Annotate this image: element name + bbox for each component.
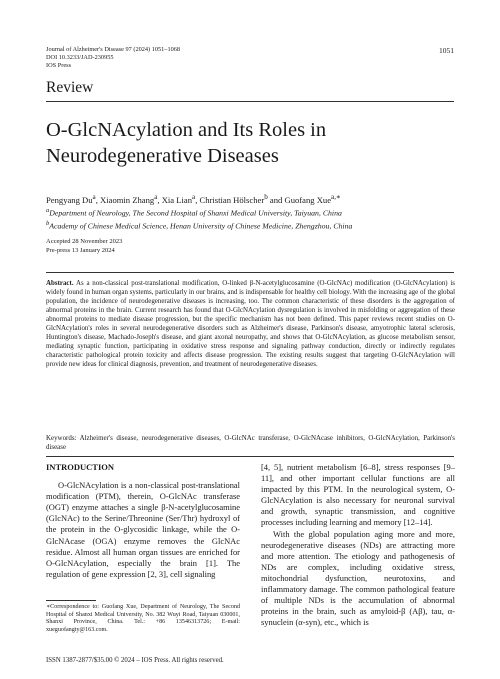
section-label: Review xyxy=(46,79,94,96)
journal-citation: Journal of Alzheimer's Disease 97 (2024) 1051–1068 xyxy=(46,46,181,53)
intro-paragraph: With the global population aging more and more, neurodegenerative diseases (NDs) are attracting more and more attention. The etiology and pathogenesis of NDs are complex, including oxidative stress, mitochondrial dysfunction, neurotoxins, and inflammatory damage. The common pathological feature of multiple NDs is the accumulation of abnormal proteins in the brain, such as amyloid-β (Aβ), tau, α-synuclein (α-syn), etc., which is xyxy=(261,528,455,628)
affiliation: $^a$Department of Neurology, The Second Hospital of Shanxi Medical University, Taiyuan, China xyxy=(46,206,342,218)
page-number: 1051 xyxy=(439,46,454,55)
abstract-rule-top xyxy=(46,272,454,273)
author: Xia Lian$^a$, xyxy=(161,193,200,205)
abstract-text: As a non-classical post-translational modification, O-linked β-N-acetylglucosamine (O-GlcNAc) modification (O-GlcNAcylation) is widely found in human organ systems, particularly in our brains, and is indispensable for healthy cell biology. With the increasing age of the global population, the incidence of neurodegenerative diseases is increasing, too. The common characteristic of these disorders is the aggregation of abnormal proteins in the brain. Current research has found that O-GlcNAcylation dysregulation is involved in misfolding or aggregation of these abnormal proteins to mediate disease progression, but the specific mechanism has not been defined. This paper reviews recent studies on O-GlcNAcylation's roles in several neurodegenerative disorders such as Alzheimer's disease, Parkinson's disease, amyotrophic lateral sclerosis, Huntington's disease, Machado-Joseph's disease, and giant axonal neuropathy, and shows that O-GlcNAcylation, as glucose metabolism sensor, mediating synaptic function, participating in oxidative stress response and signaling pathway conduction, directly or indirectly regulates characteristic pathological protein toxicity and affects disease progression. The existing results suggest that targeting O-GlcNAcylation will provide new ideas for clinical diagnosis, prevention, and treatment of neurodegenerative diseases. xyxy=(46,279,456,368)
copyright-footer: ISSN 1387-2877/$35.00 © 2024 – IOS Press. All rights reserved. xyxy=(46,657,224,664)
author: Guofang Xue$^{a,∗}$ xyxy=(284,193,341,205)
keywords xyxy=(46,434,455,452)
preprint-date: Pre-press 13 January 2024 xyxy=(46,246,115,254)
doi: DOI 10.3233/JAD-230955 xyxy=(46,54,114,61)
author-block xyxy=(46,192,466,232)
footnote-rule xyxy=(46,600,96,601)
abstract xyxy=(46,279,455,369)
author: Pengyang Du$^a$, xyxy=(46,193,101,205)
author: Xiaomin Zhang$^a$, xyxy=(100,193,162,205)
article-title: O-GlcNAcylation and Its Roles in Neurodegenerative Diseases xyxy=(46,119,327,167)
intro-right-column xyxy=(261,462,455,628)
accepted-date: Accepted 28 November 2023 xyxy=(46,238,123,245)
abstract-label: Abstract. xyxy=(46,279,74,287)
author: Christian Hölscher$^b$ and xyxy=(199,193,285,205)
intro-heading: INTRODUCTION xyxy=(46,462,115,472)
intro-paragraph: [4, 5], nutrient metabolism [6–8], stress responses [9–11], and other important cellular functions are all impacted by this PTM. In the neurological system, O-GlcNAcylation is also necessary for neuronal survival and growth, synaptic transmission, and cognitive processes including learning and memory [12–14]. xyxy=(261,462,455,528)
author-list xyxy=(46,192,466,206)
keywords-label: Keywords: xyxy=(46,434,77,442)
keywords-text: Alzheimer's disease, neurodegenerative diseases, O-GlcNAc transferase, O-GlcNAcase inhibitors, O-GlcNAcylation, Parkinson's disease xyxy=(46,434,456,451)
article-dates xyxy=(46,238,122,255)
affiliation: $^b$Academy of Chinese Medical Science, Henan University of Chinese Medicine, Zhengzhou, China xyxy=(46,219,353,231)
running-header xyxy=(46,46,180,70)
intro-paragraph: O-GlcNAcylation is a non-classical post-translational modification (PTM), therein, O-GlcNAc transferase (OGT) enzyme attaches a single β-N-acetylglucosamine (GlcNAc) to the Serine/Threonine (Ser/Thr) hydroxyl of the protein in the O-glycosidic linkage, while the O-GlcNAcase (OGA) enzyme removes the GlcNAc residue. Almost all human organ tissues are enriched for O-GlcNAcylation, especially the brain [1]. The regulation of gene expression [2, 3], cell signaling xyxy=(46,480,240,579)
correspondence-footnote: ∗Correspondence to: Guofang Xue, Department of Neurology, The Second Hospital of Shanxi Medical University, No. 382 Wuyi Road, Taiyuan 030001, Shanxi Province, China. Tel.: +86 13546313726; E-mail: xueguofangty@163.com. xyxy=(46,604,240,634)
publisher: IOS Press xyxy=(46,62,72,69)
abstract-rule-bottom xyxy=(46,456,454,457)
section-rule xyxy=(46,101,454,102)
intro-left-column xyxy=(46,462,240,580)
